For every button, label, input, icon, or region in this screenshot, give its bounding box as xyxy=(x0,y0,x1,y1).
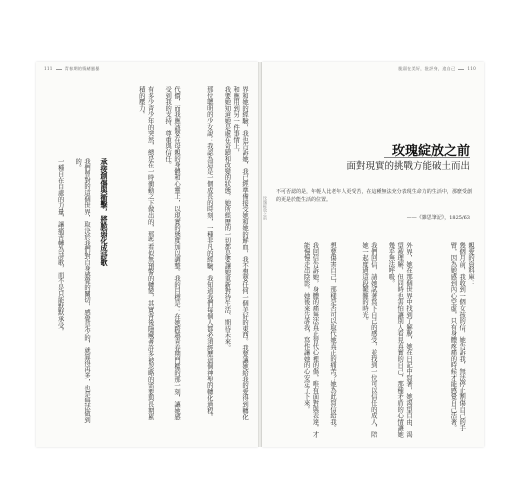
section-heading: 承接創傷與衝擊，將脆弱化成詩歌 xyxy=(100,158,109,266)
epigraph-quote: 不可否認的是，年輕人比老年人更受苦，在這種無法充分表現生命力的生活中，那麼受創的更是於能生活的位置。 xyxy=(276,189,472,203)
left-page-number: 111 xyxy=(44,66,53,71)
chapter-title: 玫瑰綻放之前 xyxy=(391,144,470,159)
chapter-side-label: 玫瑰綻放之前 xyxy=(263,196,268,220)
running-head-separator xyxy=(56,69,62,70)
left-book-title: 青春期的情緒風暴 xyxy=(64,66,100,71)
right-text-column-b: 外界，她在那個世界中找到了解脫，她在日記中寫著，她渴望自由、渴望被理解，但同時也害怕讓別人看見真實的自己，那種矛盾的心情讓她幾乎無法呼吸。 我們回信，請她試著寫下自己的感受，並找到一位可以信任的成人，陪她一起度過這段艱難的時光。 xyxy=(361,242,412,438)
running-head-separator xyxy=(458,69,464,70)
right-page-number: 110 xyxy=(467,66,476,71)
left-text-column-c: 我們曾對的這個世界，取決於我們對自身感覺的關切，感覺是少的，就算得再多，也是無法做到的。 一種自在自處的力量，讓痛苦轉為詩歌，而不是只能默默承受。 xyxy=(56,158,90,423)
left-running-head xyxy=(44,66,100,72)
left-text-column-b: 代價，而我應該要在母親的身體和心靈上，以現實的態度加以調整。我的目標是：在她跨越青春期門檻的那一刻，讓她感受到我的支持、尊重與信任。 有多少青少年的突然，總是在一時衝動之下做出的，那些看似無預警的轉變，其實背後隱藏著許多被忽略的需要與長期累積的壓力。 xyxy=(137,86,180,420)
right-text-column-a: 親愛的資料庫： 幾個月前，我收到一個女孩的信，她告訴我，無法停止割傷自己的手臂，因為她感到內心空虛，只有身體疼痛的時候才能感覺自己活著。 xyxy=(449,242,474,431)
chapter-subtitle: 面對現實的挑戰方能破土而出 xyxy=(346,161,470,172)
right-chapter-title: 脆弱在美好，批評身，追自己 xyxy=(398,66,456,71)
right-page xyxy=(262,62,484,447)
right-running-head xyxy=(398,66,476,72)
left-page xyxy=(36,62,258,447)
left-text-column-a: 界和她的經驗，我也告訴她，我已經準備接受她和她的鮮血，我不想要任何一個美好的東西。我要讓她給我的愛得到轉化和應用到另一件事情上， 我要她知道她是處在奇蹟和改變的狀態，她所經歷的一切都是要讓她重新對待生活、期待未來。 那位聰明的少女說：我認為這是一個成長的時刻，一種非凡的經驗，我知道我們每個人都必須經歷這個神聖的轉化過程。 xyxy=(205,86,248,420)
epigraph-source: ——《雜思筆記》，1825/63 xyxy=(406,215,470,221)
right-text-column-c: 想要傷害自己，那樣是否可以取代她真正的痛苦？她為此寫信給我。 我回信告訴她，身體的痛無法真正替代心裡的傷，唯有面對與表達，才能慢慢走出陰影。她後來告訴我，寫作讓她的心安定了下來。 xyxy=(302,242,336,438)
